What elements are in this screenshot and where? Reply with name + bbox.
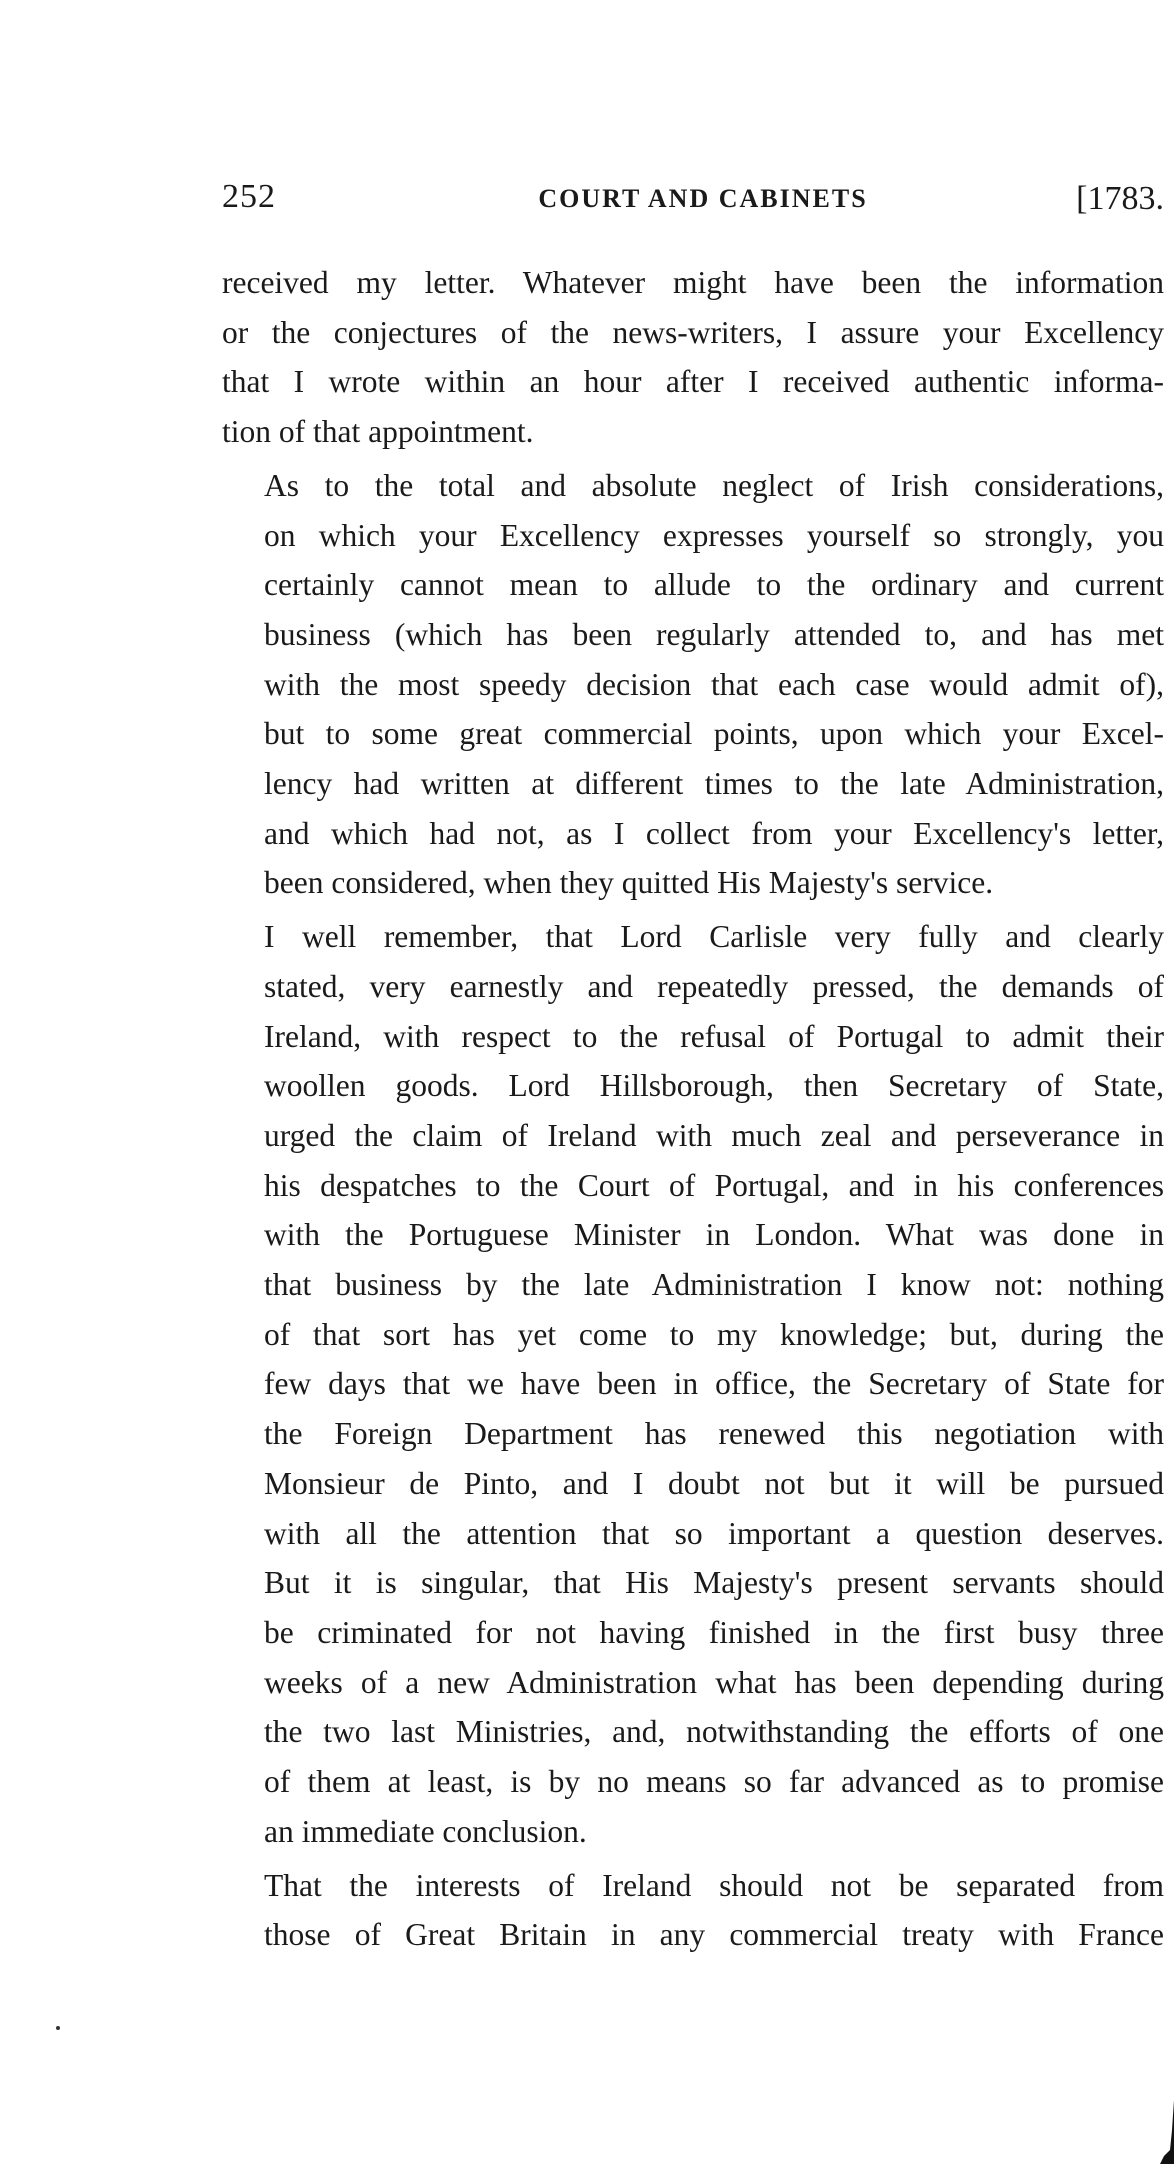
text-line: be criminated for not having finished in the first busy three [264, 1614, 1164, 1650]
text-line: That the interests of Ireland should not be separated from [264, 1867, 1164, 1903]
text-line: Monsieur de Pinto, and I doubt not but it will be pursued [264, 1465, 1164, 1501]
year-marker: [1783. [1076, 180, 1164, 217]
text-line: that I wrote within an hour after I received authentic informa- [222, 364, 1164, 400]
page-corner-mark [1160, 2100, 1174, 2164]
page-number: 252 [222, 178, 276, 215]
text-line: the two last Ministries, and, notwithstanding the efforts of one [264, 1714, 1164, 1750]
text-line: with the Portuguese Minister in London. What was done in [264, 1217, 1164, 1253]
text-line: business (which has been regularly attended to, and has met [264, 616, 1164, 652]
paragraph [222, 912, 1164, 1856]
text-line: that business by the late Administration I know not: nothing [264, 1267, 1164, 1303]
text-line: with all the attention that so important a question deserves. [264, 1515, 1164, 1551]
text-line: but to some great commercial points, upon which your Excel- [264, 716, 1164, 752]
text-line: tion of that appointment. [222, 414, 534, 450]
running-title: COURT AND CABINETS [538, 184, 868, 213]
body-text [222, 258, 1164, 1960]
text-line: weeks of a new Administration what has been depending during [264, 1664, 1164, 1700]
text-line: stated, very earnestly and repeatedly pressed, the demands of [264, 968, 1164, 1004]
text-line: an immediate conclusion. [264, 1813, 587, 1849]
text-line: certainly cannot mean to allude to the ordinary and current [264, 567, 1164, 603]
text-line: and which had not, as I collect from your Excellency's letter, [264, 815, 1164, 851]
text-line: on which your Excellency expresses yourself so strongly, you [264, 517, 1164, 553]
text-line: urged the claim of Ireland with much zeal and perseverance in [264, 1117, 1164, 1153]
text-line: the Foreign Department has renewed this negotiation with [264, 1416, 1164, 1452]
text-line: few days that we have been in office, the Secretary of State for [264, 1366, 1164, 1402]
page-header [222, 178, 1164, 228]
text-line: Ireland, with respect to the refusal of Portugal to admit their [264, 1018, 1164, 1054]
text-line: received my letter. Whatever might have been the information [222, 265, 1164, 300]
text-line: lency had written at different times to the late Administration, [264, 766, 1164, 802]
text-line: those of Great Britain in any commercial treaty with France [264, 1917, 1164, 1953]
text-line: been considered, when they quitted His Majesty's service. [264, 865, 994, 901]
text-line: woollen goods. Lord Hillsborough, then Secretary of State, [264, 1068, 1164, 1104]
text-line: with the most speedy decision that each case would admit of), [264, 666, 1164, 702]
paragraph [222, 1861, 1164, 1960]
text-line: his despatches to the Court of Portugal, and in his conferences [264, 1167, 1164, 1203]
paragraph [222, 461, 1164, 908]
text-line: or the conjectures of the news-writers, I assure your Excellency [222, 314, 1164, 350]
text-line: But it is singular, that His Majesty's present servants should [264, 1565, 1164, 1601]
text-line: of them at least, is by no means so far advanced as to promise [264, 1764, 1164, 1800]
text-line: of that sort has yet come to my knowledge; but, during the [264, 1316, 1164, 1352]
text-line: I well remember, that Lord Carlisle very fully and clearly [264, 919, 1164, 955]
text-line: As to the total and absolute neglect of Irish considerations, [264, 467, 1164, 503]
stray-mark [56, 2026, 60, 2030]
paragraph [222, 258, 1164, 457]
